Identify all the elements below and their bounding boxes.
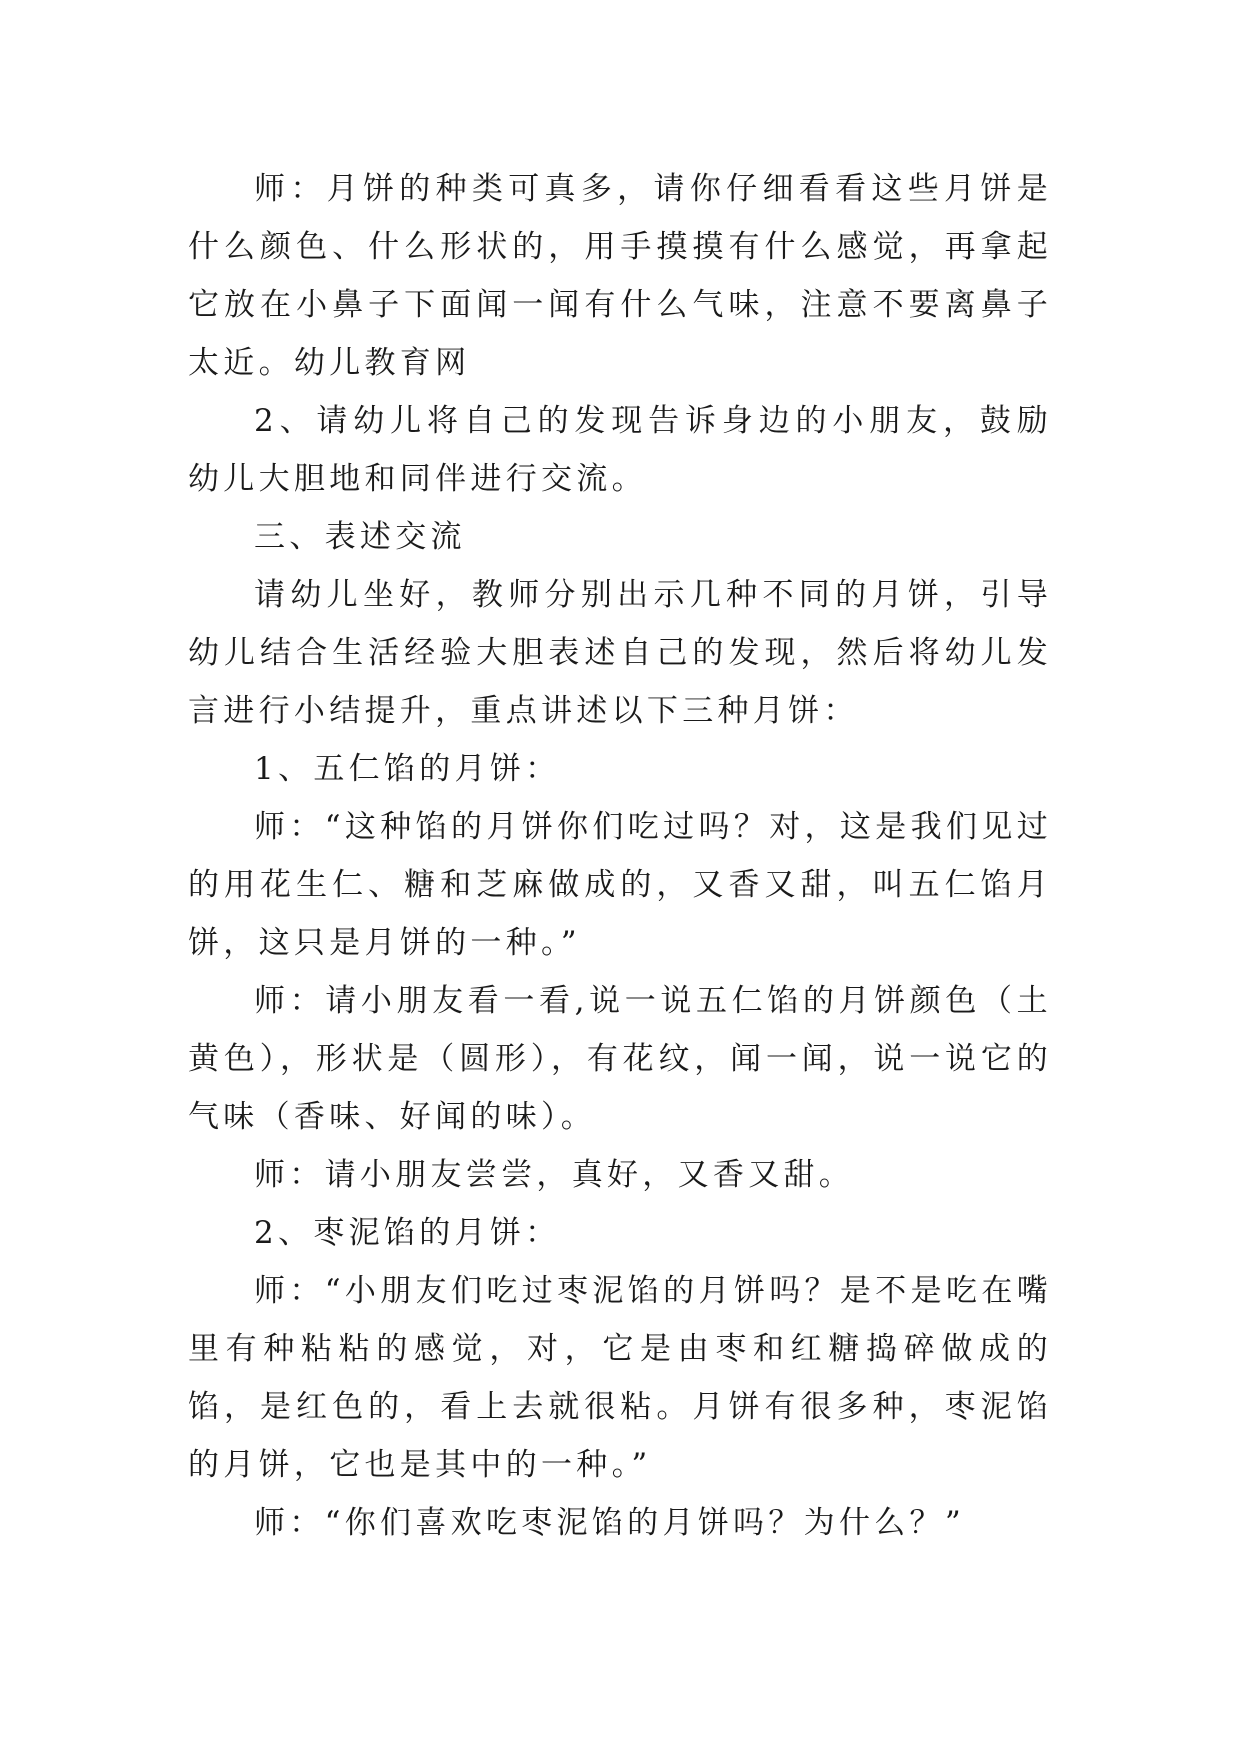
document-page [188,160,1052,1552]
paragraph-zaoni-dialogue: 师：“小朋友们吃过枣泥馅的月饼吗？是不是吃在嘴里有种粘粘的感觉，对，它是由枣和红糖捣碎做成的馅，是红色的，看上去就很粘。月饼有很多种，枣泥馅的月饼，它也是其中的一种。” [188,1273,1052,1483]
section-heading-3: 三、表述交流 [254,519,466,555]
paragraph-step-2: 2、请幼儿将自己的发现告诉身边的小朋友，鼓励幼儿大胆地和同伴进行交流。 [188,403,1052,497]
paragraph-zaoni-question: 师：“你们喜欢吃枣泥馅的月饼吗？为什么？” [254,1505,965,1541]
paragraph-wuren-dialogue: 师：“这种馅的月饼你们吃过吗？对，这是我们见过的用花生仁、糖和芝麻做成的，又香又甜，叫五仁馅月饼，这只是月饼的一种。” [188,809,1052,961]
subheading-zaoni: 2、枣泥馅的月饼： [254,1215,561,1251]
subheading-wuren: 1、五仁馅的月饼： [254,751,561,787]
paragraph-wuren-taste: 师：请小朋友尝尝，真好，又香又甜。 [254,1157,855,1193]
paragraph-wuren-observe: 师：请小朋友看一看,说一说五仁馅的月饼颜色（土黄色），形状是（圆形），有花纹，闻一闻，说一说它的气味（香味、好闻的味）。 [188,983,1052,1135]
paragraph-section-3-intro: 请幼儿坐好，教师分别出示几种不同的月饼，引导幼儿结合生活经验大胆表述自己的发现，然后将幼儿发言进行小结提升，重点讲述以下三种月饼： [188,577,1052,729]
paragraph-intro-instruction: 师：月饼的种类可真多，请你仔细看看这些月饼是什么颜色、什么形状的，用手摸摸有什么感觉，再拿起它放在小鼻子下面闻一闻有什么气味，注意不要离鼻子太近。幼儿教育网 [188,171,1052,381]
